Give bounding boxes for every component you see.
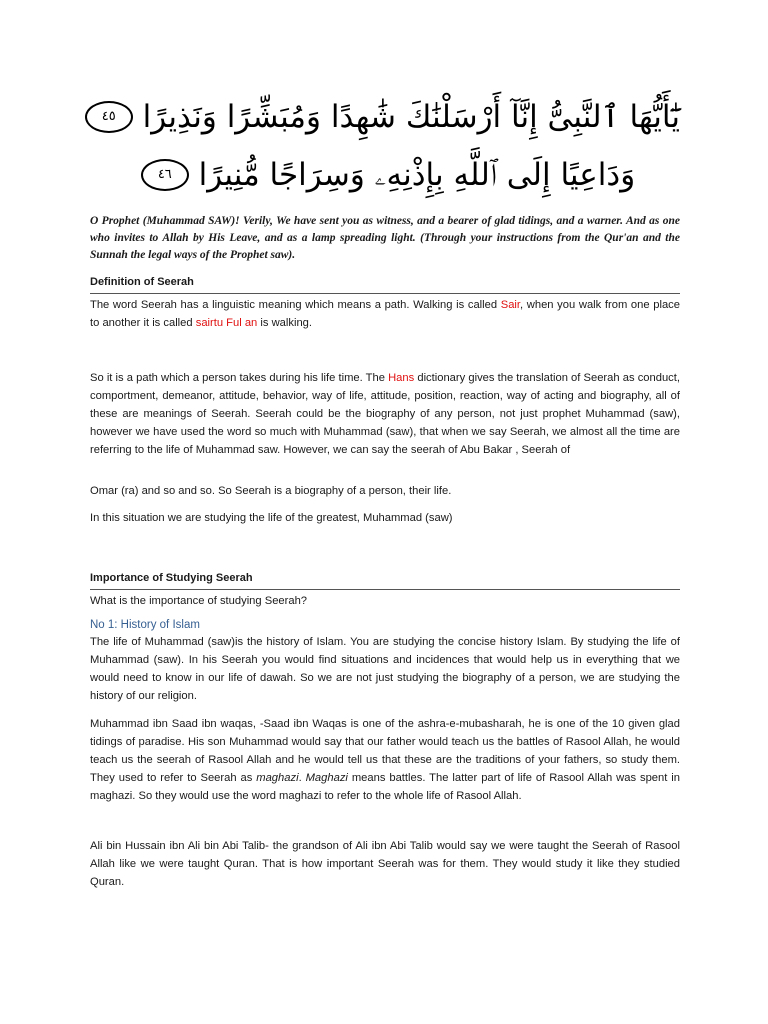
term-sair: Sair — [500, 299, 521, 311]
ayah-line-46 — [90, 146, 680, 204]
ayah-line-45 — [90, 88, 680, 146]
ayah-number-marker-45: ٤٥ — [85, 101, 133, 133]
importance-p2-text-b: means battles. The latter part of life of Rasool Allah was spent in maghazi. So they would use the word maghazi to refer to the whole life of Rasool Allah. — [90, 772, 680, 802]
definition-p1-text-b: , when you walk from one place to another it is called — [90, 299, 680, 329]
importance-p2-separator: . — [298, 772, 306, 784]
definition-paragraph-2 — [90, 369, 680, 459]
ayah-number-marker-46: ٤٦ — [141, 159, 189, 191]
definition-paragraph-3: Omar (ra) and so and so. So Seerah is a biography of a person, their life. — [90, 485, 452, 497]
definition-p1-text-a: The word Seerah has a linguistic meaning which means a path. Walking is called — [90, 299, 501, 311]
definition-p1-text-c: is walking. — [257, 317, 312, 329]
definition-paragraph-4: In this situation we are studying the life of the greatest, Muhammad (saw) — [90, 512, 453, 524]
definition-paragraph-1 — [90, 296, 680, 332]
importance-paragraph-3: Ali bin Hussain ibn Ali bin Abi Talib- the grandson of Ali ibn Abi Talib would say we were taught the Seerah of Rasool Allah like we were taught Quran. That is how important Seerah was for them. They would study it like they studied Quran. — [90, 840, 680, 888]
heading-definition-of-seerah: Definition of Seerah — [90, 276, 680, 294]
heading-importance-of-studying-seerah: Importance of Studying Seerah — [90, 572, 680, 590]
term-hans: Hans — [388, 372, 415, 384]
ayah-text-46: وَدَاعِيًا إِلَى ٱللَّهِ بِإِذْنِهِۦ وَسِرَاجًا مُّنِيرًا — [198, 157, 636, 193]
term-sairtu-ful-an: sairtu Ful an — [195, 317, 258, 329]
importance-paragraph-1: The life of Muhammad (saw)is the history of Islam. You are studying the concise history Islam. By studying the life of Muhammad (saw). In his Seerah you would find situations and incidences that would help us in everything that we would need to know in our life of dawah. So we are not just studying the biography of a person, we are studying the history of our religion. — [90, 636, 680, 702]
quran-verse-block — [90, 88, 680, 204]
importance-paragraph-2 — [90, 715, 680, 805]
verse-translation: O Prophet (Muhammad SAW)! Verily, We have sent you as witness, and a bearer of glad tidings, and a warner. And as one who invites to Allah by His Leave, and as a lamp spreading light. (Through your instructions from the Qur'an and the Sunnah the legal ways of the Prophet saw). — [90, 215, 680, 261]
importance-p2-text-a: Muhammad ibn Saad ibn waqas, -Saad ibn Waqas is one of the ashra-e-mubasharah, he is one of the 10 given glad tidings of paradise. His son Muhammad would say that our father would teach us the battles of Rasool Allah, he would teach us the seerah of Rasool Allah and he would tell us that these are the traditions of your fathers, so study them. They used to refer to Seerah as — [90, 718, 680, 784]
definition-p2-text-a: So it is a path which a person takes during his life time. The — [90, 372, 389, 384]
ayah-text-45: يَٰٓأَيُّهَا ٱلنَّبِىُّ إِنَّآ أَرْسَلْنَٰكَ شَٰهِدًا وَمُبَشِّرًا وَنَذِيرًا — [142, 99, 680, 135]
term-maghazi-capitalized: Maghazi — [305, 772, 348, 784]
importance-question: What is the importance of studying Seerah? — [90, 595, 308, 607]
subheading-history-of-islam: No 1: History of Islam — [90, 619, 200, 631]
definition-p2-text-b: dictionary gives the translation of Seerah as conduct, comportment, demeanor, attitude, behavior, way of life, attitude, position, reaction, way of acting and biography, all of these are meanings of Seerah. Seerah could be the biography of any person, not just prophet Muhammad (saw), however we have used the word so much with Muhammad (saw), that when we say Seerah, we almost all the time are referring to the life of Muhammad saw. However, we can say the seerah of Abu Bakar , Seerah of — [90, 372, 680, 456]
term-maghazi: maghazi — [256, 772, 299, 784]
